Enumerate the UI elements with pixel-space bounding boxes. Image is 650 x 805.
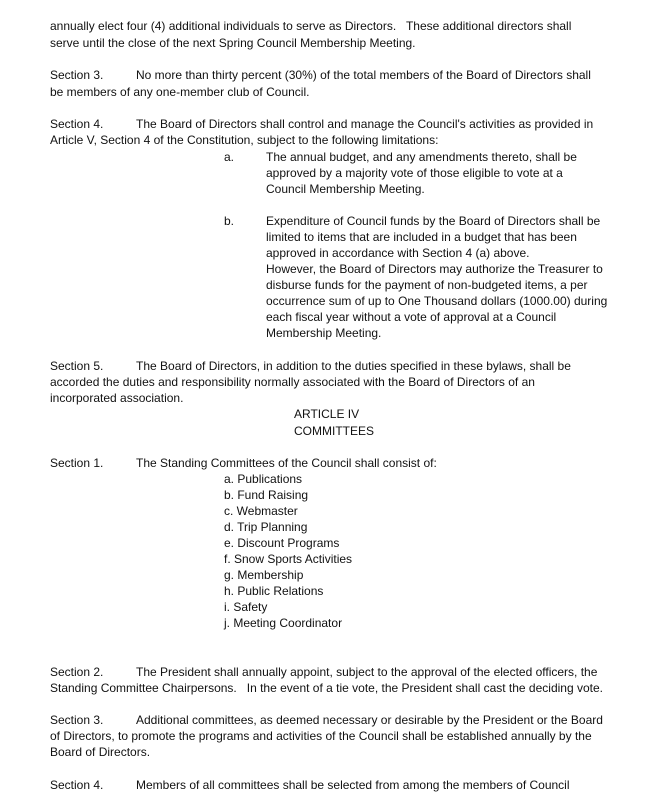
body-text-line: incorporated association.: [50, 391, 184, 405]
committee-list-item: g. Membership: [224, 568, 304, 582]
article-heading: ARTICLE IV: [294, 407, 360, 421]
list-item-line: Expenditure of Council funds by the Board of Directors shall be: [266, 214, 601, 228]
body-text-line: Members of all committees shall be selected from among the members of Council: [136, 778, 570, 792]
list-marker: b.: [224, 214, 235, 228]
committee-list-item: j. Meeting Coordinator: [224, 616, 343, 630]
section-label: Section 3.: [50, 68, 104, 82]
committee-list-item: a. Publications: [224, 472, 303, 486]
body-text-line: The Standing Committees of the Council shall consist of:: [136, 456, 437, 470]
list-item-line: each fiscal year without a vote of approval at a Council: [266, 310, 557, 324]
section-label: Section 4.: [50, 778, 104, 792]
list-item-line: The annual budget, and any amendments thereto, shall be: [266, 150, 577, 164]
body-text-line: Additional committees, as deemed necessary or desirable by the President or the Board: [136, 713, 603, 727]
committee-list-item: b. Fund Raising: [224, 488, 309, 502]
list-item-line: Council Membership Meeting.: [266, 182, 425, 196]
list-item-line: disburse funds for the payment of non-budgeted items, a per: [266, 278, 588, 292]
body-text-line: of Directors, to promote the programs and activities of the Council shall be established annually by the: [50, 729, 592, 743]
list-item-line: Membership Meeting.: [266, 326, 382, 340]
article-subheading: COMMITTEES: [294, 424, 374, 438]
section-label: Section 4.: [50, 117, 104, 131]
body-text-line: The Board of Directors shall control and manage the Council's activities as provided in: [136, 117, 594, 131]
list-item-line: approved in accordance with Section 4 (a) above.: [266, 246, 530, 260]
list-item-line: approved by a majority vote of those eligible to vote at a: [266, 166, 563, 180]
committee-list-item: h. Public Relations: [224, 584, 324, 598]
body-text-line: No more than thirty percent (30%) of the total members of the Board of Directors shall: [136, 68, 591, 82]
committee-list-item: e. Discount Programs: [224, 536, 340, 550]
committee-list-item: d. Trip Planning: [224, 520, 308, 534]
body-text-line: Standing Committee Chairpersons. In the event of a tie vote, the President shall cast the deciding vote.: [50, 681, 603, 695]
body-text-line: Board of Directors.: [50, 745, 151, 759]
body-text-line: serve until the close of the next Spring Council Membership Meeting.: [50, 36, 416, 50]
list-marker: a.: [224, 150, 235, 164]
body-text-line: accorded the duties and responsibility normally associated with the Board of Directors of an: [50, 375, 535, 389]
committee-list-item: f. Snow Sports Activities: [224, 552, 353, 566]
body-text-line: be members of any one-member club of Council.: [50, 85, 310, 99]
section-label: Section 3.: [50, 713, 104, 727]
section-label: Section 5.: [50, 359, 104, 373]
body-text-line: The Board of Directors, in addition to the duties specified in these bylaws, shall be: [136, 359, 571, 373]
list-item-line: However, the Board of Directors may authorize the Treasurer to: [266, 262, 603, 276]
committee-list-item: c. Webmaster: [224, 504, 298, 518]
committee-list-item: i. Safety: [224, 600, 268, 614]
list-item-line: occurrence sum of up to One Thousand dollars (1000.00) during: [266, 294, 608, 308]
section-label: Section 2.: [50, 665, 104, 679]
body-text-line: annually elect four (4) additional individuals to serve as Directors. These additional directors shall: [50, 19, 572, 33]
body-text-line: Article V, Section 4 of the Constitution, subject to the following limitations:: [50, 133, 439, 147]
list-item-line: limited to items that are included in a budget that has been: [266, 230, 577, 244]
section-label: Section 1.: [50, 456, 104, 470]
body-text-line: The President shall annually appoint, subject to the approval of the elected officers, the: [136, 665, 598, 679]
